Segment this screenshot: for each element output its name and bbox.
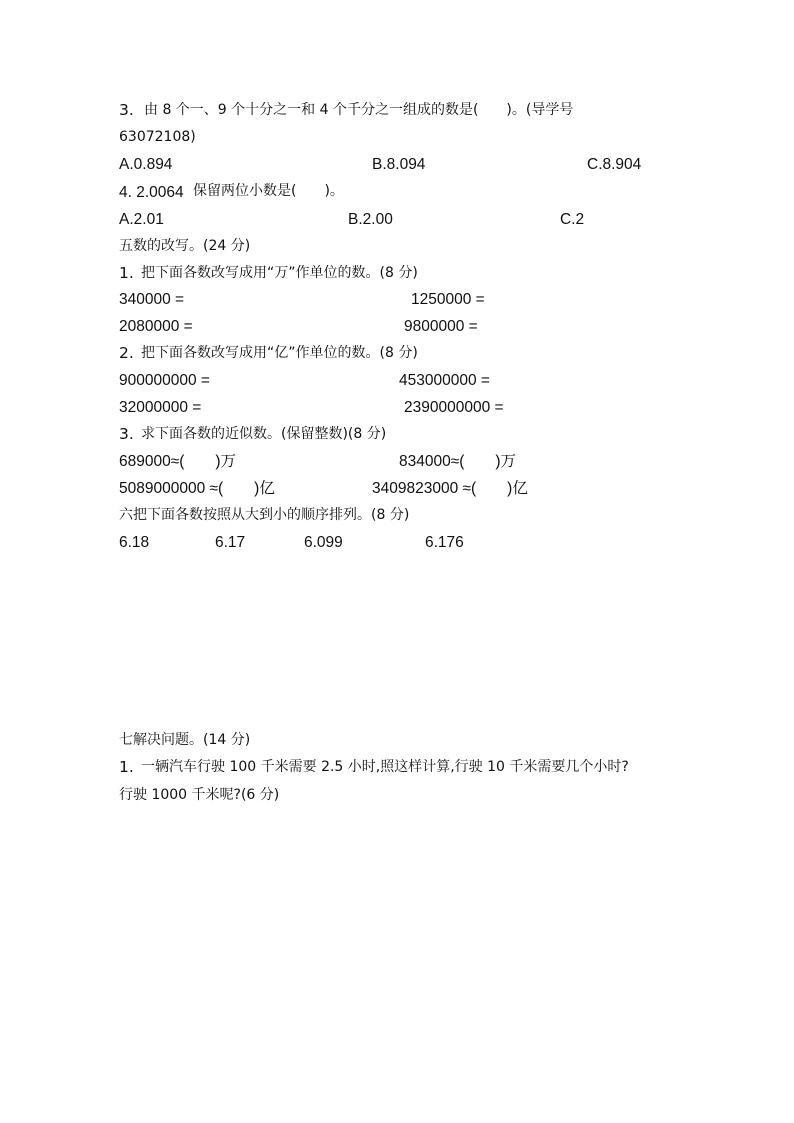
section5-sub2-text: 把下面各数改写成用“亿”作单位的数。(8 分) <box>141 345 418 361</box>
section6-number: 6.176 <box>425 534 464 551</box>
section5-sub1-text: 把下面各数改写成用“万”作单位的数。(8 分) <box>141 265 418 281</box>
sub1-item: 2080000 = <box>119 318 193 335</box>
sub2-item: 32000000 = <box>119 399 202 416</box>
section6-number: 6.17 <box>215 534 246 551</box>
q3-option-b: B.8.094 <box>372 156 426 173</box>
sub1-item: 340000 = <box>119 291 185 308</box>
sub2-item: 900000000 = <box>119 372 210 389</box>
q4-text: 保留两位小数是( )。 <box>193 183 344 199</box>
sub3-item: 5089000000 ≈( )亿 <box>119 480 275 497</box>
sub1-item: 1250000 = <box>411 291 485 308</box>
q3-option-a: A.0.894 <box>119 156 173 173</box>
sub3-item: 689000≈( )万 <box>119 453 237 470</box>
section7-q1-line2: 行驶 1000 千米呢?(6 分) <box>119 787 280 803</box>
sub2-item: 2390000000 = <box>404 399 504 416</box>
q3-text: 由 8 个一、9 个十分之一和 4 个千分之一组成的数是( )。(导学号 <box>144 102 574 118</box>
q3-number: 3. <box>119 101 134 119</box>
sub1-item: 9800000 = <box>404 318 478 335</box>
section5-sub2-number: 2. <box>119 344 134 362</box>
section7-q1-number: 1. <box>119 758 134 776</box>
q4-option-c: C.2 <box>560 211 585 228</box>
sub2-item: 453000000 = <box>399 372 490 389</box>
q4-option-a: A.2.01 <box>119 211 164 228</box>
section6-number: 6.18 <box>119 534 150 551</box>
q4-option-b: B.2.00 <box>348 211 393 228</box>
q3-id-line: 63072108) <box>119 129 196 145</box>
section5-sub3-number: 3. <box>119 425 134 443</box>
sub3-item: 834000≈( )万 <box>399 453 517 470</box>
section5-title: 五数的改写。(24 分) <box>119 238 251 254</box>
section6-number: 6.099 <box>304 534 343 551</box>
section5-sub1-number: 1. <box>119 264 134 282</box>
q4-number: 4. 2.0064 <box>119 184 184 201</box>
section7-title: 七解决问题。(14 分) <box>119 732 251 748</box>
section6-title: 六把下面各数按照从大到小的顺序排列。(8 分) <box>119 507 410 523</box>
q3-option-c: C.8.904 <box>587 156 642 173</box>
section5-sub3-text: 求下面各数的近似数。(保留整数)(8 分) <box>141 426 387 442</box>
sub3-item: 3409823000 ≈( )亿 <box>372 480 528 497</box>
section7-q1-line1: 一辆汽车行驶 100 千米需要 2.5 小时,照这样计算,行驶 10 千米需要几个小时? <box>141 759 629 775</box>
